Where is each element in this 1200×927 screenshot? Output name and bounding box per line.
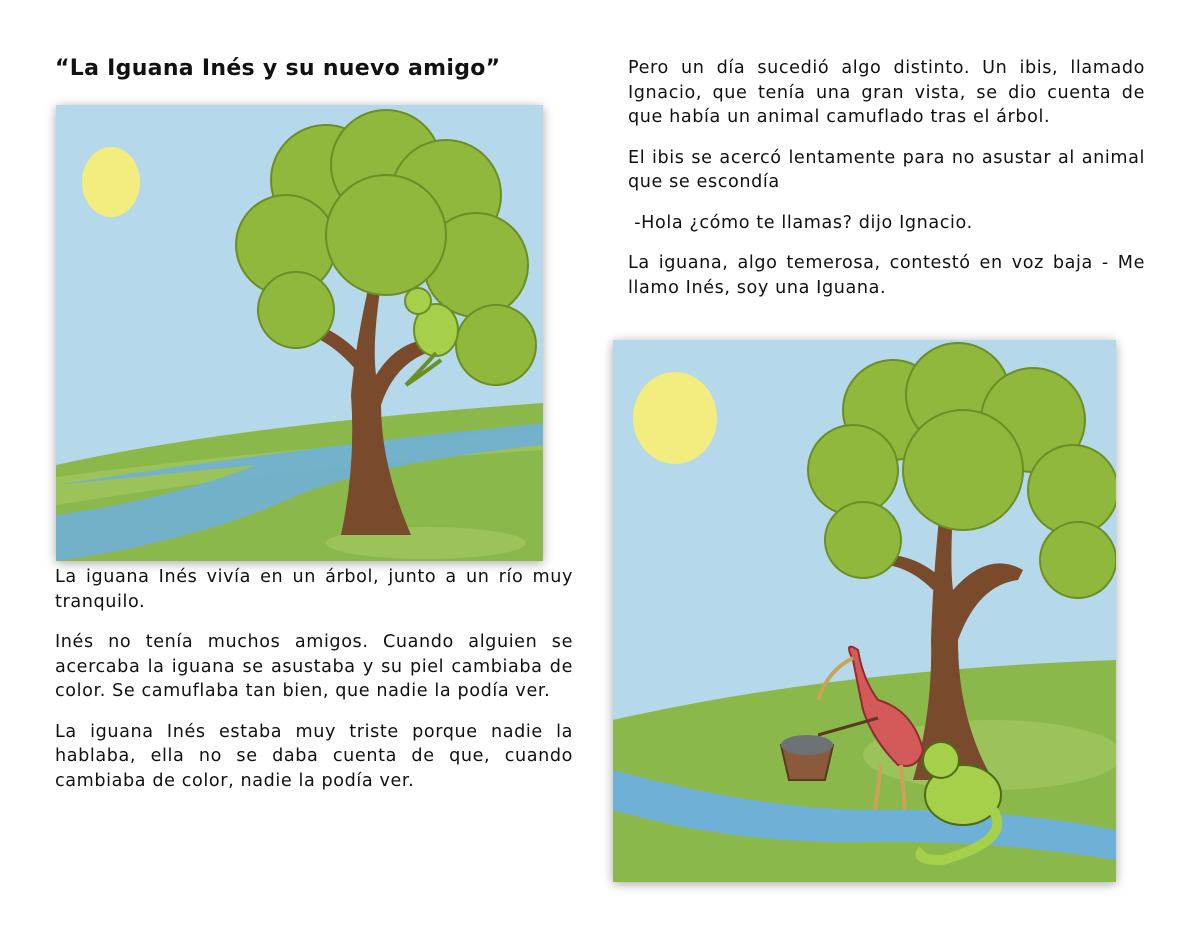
- paragraph: -Hola ¿cómo te llamas? dijo Ignacio.: [628, 212, 973, 233]
- paragraph: Pero un día sucedió algo distinto. Un ibis, llamado Ignacio, que tenía una gran vista, se dio cuenta de que había un animal camuflado tras el árbol.: [628, 58, 1145, 127]
- paragraph: La iguana, algo temerosa, contestó en voz baja - Me llamo Inés, soy una Iguana.: [628, 253, 1145, 298]
- paragraph: La iguana Inés estaba muy triste porque nadie la hablaba, ella no se daba cuenta de que, cuando cambiaba de color, nadie la podía ver.: [55, 721, 573, 791]
- paragraph: La iguana Inés vivía en un árbol, junto a un río muy tranquilo.: [55, 567, 573, 612]
- right-column-text: [628, 56, 1145, 316]
- paragraph: El ibis se acercó lentamente para no asustar al animal que se escondía: [628, 147, 1145, 192]
- sun-icon: [82, 147, 140, 217]
- illustration-ibis-and-iguana: [613, 340, 1116, 882]
- left-column-text: [55, 565, 573, 809]
- illustration-iguana-in-tree: [56, 105, 543, 561]
- paragraph: Inés no tenía muchos amigos. Cuando alguien se acercaba la iguana se asustaba y su piel cambiaba de color. Se camuflaba tan bien, que nadie la podía ver.: [55, 632, 573, 701]
- story-title: “La Iguana Inés y su nuevo amigo”: [55, 56, 501, 81]
- sun-icon: [633, 372, 717, 464]
